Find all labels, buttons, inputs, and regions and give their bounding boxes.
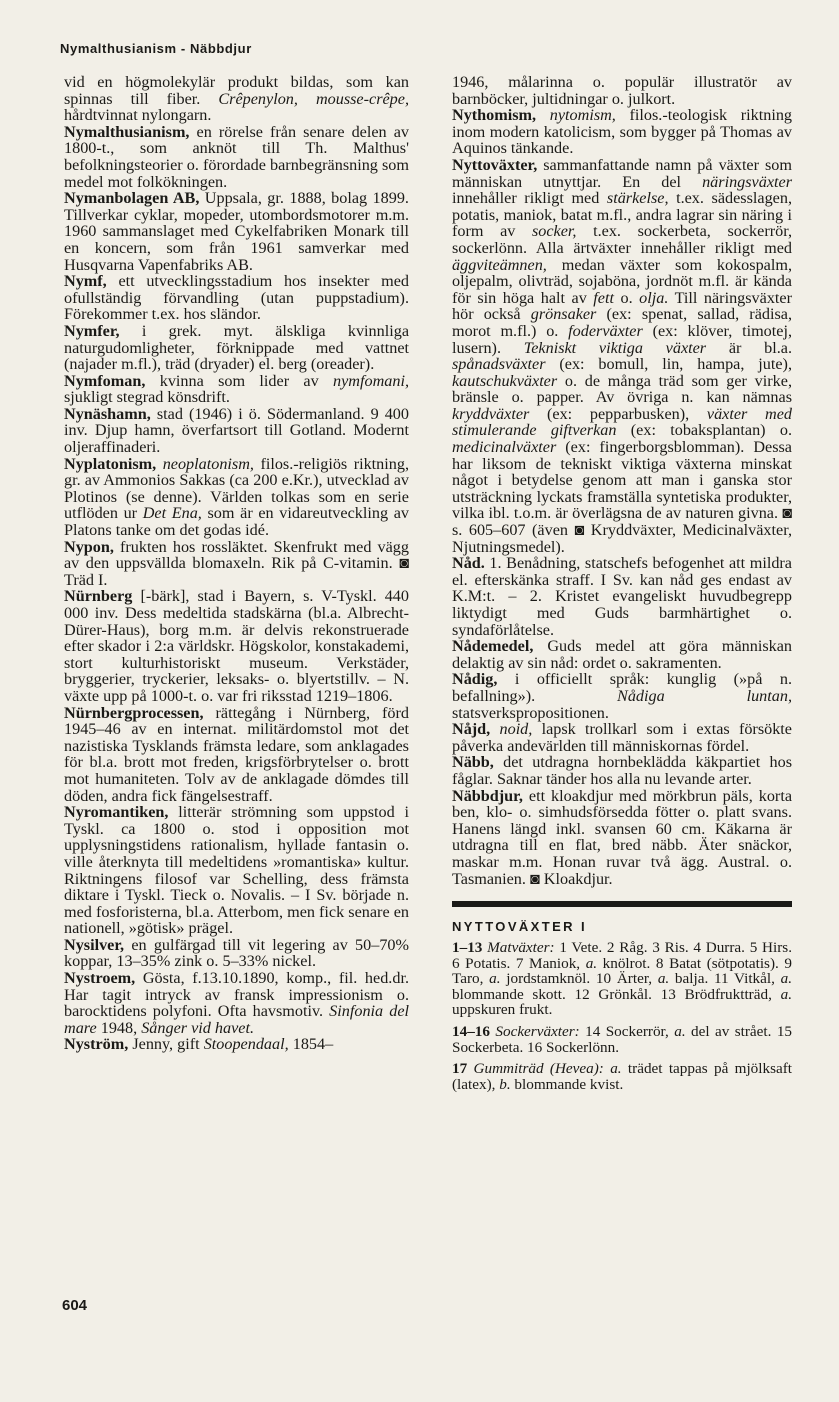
entry-text: Till näringsväxter hör också <box>452 288 792 324</box>
italic-text: stärkelse, <box>606 189 669 208</box>
entry-headword: Nyttoväxter, <box>452 155 538 174</box>
italic-text: nytomism, <box>549 106 616 125</box>
entry-text: o. <box>613 288 640 307</box>
entry-text: del av strået. 15 Sockerbeta. 16 Sockerlönn. <box>452 1023 793 1056</box>
entry-text: som är en vidareutveckling av Platons tanke om det godas idé. <box>64 504 409 540</box>
italic-text: Crêpenylon, mousse-crêpe, <box>218 89 410 108</box>
entry-headword: Nåjd, <box>452 720 491 739</box>
entry-headword: Nypon, <box>64 537 114 556</box>
entry-text: Guds medel att göra människan delaktig av sin nåd: ordet o. sakramenten. <box>452 637 792 672</box>
entry-text: Uppsala, gr. 1888, bolag 1899. Tillverkar cyklar, mopeder, utombordsmotorer m.m. 1960 sammanslaget med Cykelfabriken Monark till en koncern, som från 1961 samverkar med Husqvarna Vapenfabriks AB. <box>64 189 409 274</box>
plate-caption <box>452 940 792 1018</box>
italic-text: växter med stimulerande giftverkan <box>452 404 792 440</box>
italic-text: Stoopendaal, <box>203 1035 289 1054</box>
entry-headword: Nürnbergprocessen, <box>64 703 204 722</box>
entry-text: knölrot. 8 Batat (sötpotatis). 9 Taro, <box>452 954 792 988</box>
dictionary-entry <box>452 157 792 555</box>
left-column <box>64 74 409 1053</box>
dictionary-entry <box>64 456 409 539</box>
dictionary-entry <box>64 705 409 805</box>
plate-box-title: NYTTOVÄXTER I <box>452 901 792 934</box>
page-number: 604 <box>62 1297 88 1314</box>
entry-text <box>490 720 499 738</box>
italic-text: Tekniskt viktiga växter <box>523 338 707 357</box>
dictionary-entry <box>452 754 792 787</box>
italic-text: a. <box>780 970 793 988</box>
entry-text: kvinna som lider av <box>145 371 334 390</box>
entry-text: uppskuren frukt. <box>452 1001 553 1019</box>
italic-text: näringsväxter <box>702 172 792 191</box>
entry-text: en gulfärgad till vit legering av 50–70% koppar, 13–35% zink o. 5–33% nickel. <box>64 935 409 971</box>
entry-text: innehåller rikligt med <box>452 189 607 208</box>
italic-text: b. <box>499 1075 511 1093</box>
entry-text: blommande kvist. <box>510 1075 624 1093</box>
entry-headword: Nysilver, <box>64 935 125 954</box>
plate-caption <box>452 1061 792 1092</box>
italic-text: nymfomani, <box>333 371 409 390</box>
dictionary-entry <box>64 124 409 190</box>
entry-headword: Nyplatonism, <box>64 454 157 473</box>
entry-text: 1854– <box>288 1035 334 1054</box>
italic-text: grönsaker <box>530 305 597 324</box>
entry-text: medan växter som kokospalm, oljepalm, olivträd, sojaböna, jordnöt m.fl. är kända för sin höga halt av <box>452 255 792 307</box>
dictionary-entry <box>64 273 409 323</box>
dictionary-entry <box>452 555 792 638</box>
entry-text: 1946, målarinna o. populär illustratör av barnböcker, jultidningar o. julkort. <box>452 73 792 108</box>
entry-text: sjukligt stegrad könsdrift. <box>64 388 230 407</box>
italic-text: Sockerväxter: <box>495 1023 580 1041</box>
entry-headword: Nystroem, <box>64 969 136 988</box>
italic-text: Matväxter: <box>487 939 555 957</box>
italic-text: Det Ena, <box>142 504 202 523</box>
entry-text: litterär strömning som uppstod i Tyskl. ca 1800 o. stod i opposition mot upplysningstidens rationalism, hyllade fantasin o. ville återknyta till medeltidens »romantiska» kultur. Riktningens filosof var Schelling, dess främsta diktare i Tyskl. Tieck o. Novalis. – I Sv. började n. med fosforisterna, bl.a. Atterbom, men fick senare en nationell, »götisk» prägel. <box>64 803 409 938</box>
italic-text: Sånger vid havet. <box>141 1018 255 1037</box>
entry-text: i officiellt språk: kunglig (»på n. befallning»). <box>452 670 792 705</box>
dictionary-entry <box>452 788 792 888</box>
entry-text: 1. Benådning, statschefs befogenhet att mildra el. efterskänka straff. I Sv. kan nåd ges endast av K.M:t. – 2. Kristet evangeliskt huvudbegrepp liktydigt med Guds barmhärtighet o. syndaförlåtelse. <box>452 554 792 639</box>
entry-text: stad (1946) i ö. Södermanland. 9 400 inv. Djup hamn, överfartsort till Gotland. Modernt oljeraffinaderi. <box>64 404 409 457</box>
italic-text: a. <box>610 1060 622 1078</box>
entry-text: t.ex. sädesslagen, potatis, maniok, batat m.fl., andra lagrar sin näring i form av <box>452 189 792 241</box>
entry-text: Gösta, f.13.10.1890, komp., fil. hed.dr. Har tagit intryck av fransk impressionism o. barocktidens polyfoni. Ofta havsmotiv. <box>64 969 409 1021</box>
entry-headword: Nyström, <box>64 1035 129 1054</box>
italic-text: a. <box>780 985 792 1003</box>
entry-headword: Nymfer, <box>64 321 120 340</box>
entry-headword: Näbbdjur, <box>452 786 523 805</box>
entry-text: (ex: tobaksplantan) o. <box>616 421 793 440</box>
entry-text: ett kloakdjur med mörkbrun päls, korta ben, klo- o. simhudsförsedda fötter o. platt svans. Hanens längd inkl. svansen 60 cm. Käkarna är utdragna till en flat, bred näbb. Äter snäckor, maskar m.m. Honan ruvar två ägg. Austral. o. Tasmanien. ◙ Kloakdjur. <box>452 786 792 888</box>
dictionary-entry <box>452 107 792 157</box>
entry-text: (ex: pepparbusken), <box>529 404 707 423</box>
caption-range: 17 <box>452 1060 468 1078</box>
entry-text: t.ex. sockerbeta, sockerrör, sockerlönn. Alla ärtväxter innehåller rikligt med <box>452 222 792 257</box>
italic-text: a. <box>657 970 670 988</box>
right-column-entries <box>452 74 792 887</box>
italic-text: neoplatonism, <box>162 454 254 473</box>
italic-text: a. <box>489 970 501 988</box>
entry-text: det utdragna hornbeklädda käkpartiet hos fåglar. Saknar tänder hos alla nu levande arter. <box>452 753 792 788</box>
italic-text: Nådiga luntan, <box>617 686 792 705</box>
entry-headword: Nymfoman, <box>64 371 146 390</box>
dictionary-entry <box>64 373 409 406</box>
entry-text: blommande skott. 12 Grönkål. 13 Brödfruktträd, <box>452 985 781 1003</box>
dictionary-entry <box>64 74 409 124</box>
entry-headword: Nymalthusianism, <box>64 122 190 141</box>
italic-text: kryddväxter <box>452 404 530 423</box>
dictionary-entry <box>64 323 409 373</box>
entry-text: (ex: klöver, timotej, lusern). <box>452 321 792 357</box>
entry-text: (ex: fingerborgsblomman). Dessa har liksom de tekniskt viktiga växterna minskat något i betydelse genom att man i ganska stor utsträckning lyckats framställa syntetiska produkter, vilka ibl. t.o.m. är överlägsna de av naturen givna. ◙ s. 605–607 (även ◙ Kryddväxter, Medicinalväxter, Njutningsmedel). <box>452 438 792 556</box>
entry-headword: Nymf, <box>64 272 107 291</box>
dictionary-entry <box>64 539 409 589</box>
entry-text: sammanfattande namn på växter som människan utnyttjar. En del <box>452 155 792 191</box>
entry-text: [-bärk], stad i Bayern, s. V-Tyskl. 440 000 inv. Dess medeltida stadskärna (bl.a. Albrecht-Dürer-Haus), borg m.m. är delvis rekonstruerade efter skador i 2:a världskr. Högskolor, konstakademi, stort kulturhistoriskt museum. Verkstäder, bryggerier, tryckerier, leksaks- o. blyertstillv. – N. växte upp på 1000-t. o. var fri riksstad 1219–1806. <box>64 587 409 705</box>
entry-headword: Nürnberg <box>64 587 133 606</box>
dictionary-entry <box>64 588 409 704</box>
italic-text: noid, <box>499 720 533 739</box>
italic-text: äggviteämnen, <box>452 255 547 274</box>
dictionary-entry <box>452 671 792 721</box>
dictionary-entry <box>64 804 409 937</box>
entry-headword: Nådig, <box>452 670 498 689</box>
italic-text: a. <box>585 954 598 972</box>
entry-text: Jenny, gift <box>128 1035 204 1054</box>
entry-headword: Nådemedel, <box>452 637 534 656</box>
italic-text: foderväxter <box>568 321 643 340</box>
entry-text: lapsk trollkarl som i extas försökte påverka andevärlden till människornas fördel. <box>452 720 792 755</box>
right-column <box>452 74 792 1092</box>
entry-headword: Nymanbolagen AB, <box>64 189 200 208</box>
italic-text: fett <box>593 288 614 307</box>
dictionary-entry <box>64 1036 409 1053</box>
entry-text: hårdtvinnat nylongarn. <box>64 106 212 125</box>
entry-text: i grek. myt. älskliga kvinnliga naturgudomligheter, förknippade med vattnet (najader m.fl.), träd (dryader) el. berg (oreader). <box>64 321 409 374</box>
entry-text: balja. 11 Vitkål, <box>669 970 781 988</box>
entry-text: (ex: bomull, lin, hampa, jute), <box>545 355 792 374</box>
entry-text: är bl.a. <box>706 338 792 357</box>
entry-text: filos.-teologisk riktning inom modern katolicism, som bygger på Thomas av Aquinos tänkande. <box>452 106 793 158</box>
dictionary-entry <box>452 638 792 671</box>
entry-text: vid en högmolekylär produkt bildas, som kan spinnas till fiber. <box>64 73 409 108</box>
italic-text: Gummiträd (Hevea): <box>473 1060 604 1078</box>
italic-text: Sinfonia del mare <box>64 1002 409 1037</box>
italic-text: olja. <box>639 288 669 307</box>
entry-text: filos.-religiös riktning, gr. av Ammonios Sakkas (ca 200 e.Kr.), utvecklad av Plotinos (se denne). Världen tolkas som en serie utflöden ur <box>64 454 410 523</box>
entry-text: statsverkspropositionen. <box>452 703 609 722</box>
entry-headword: Nythomism, <box>452 106 537 125</box>
dictionary-entry <box>452 74 792 107</box>
entry-text: (ex: spenat, sallad, rädisa, morot m.fl.) o. <box>452 305 792 340</box>
entry-text: en rörelse från senare delen av 1800-t., som anknöt till Th. Malthus' befolkningsteorier o. förordade barnbegränsning som medel mot folkökningen. <box>64 122 409 191</box>
italic-text: medicinalväxter <box>452 438 557 457</box>
caption-range: 1–13 <box>452 939 483 957</box>
running-head: Nymalthusianism - Näbbdjur <box>60 41 252 56</box>
entry-text <box>536 106 550 124</box>
entry-text: 1 Vete. 2 Råg. 3 Ris. 4 Durra. 5 Hirs. 6 Potatis. 7 Maniok, <box>452 939 792 972</box>
italic-text: socker, <box>531 222 577 241</box>
italic-text: a. <box>674 1023 686 1041</box>
entry-text: rättegång i Nürnberg, förd 1945–46 av en internat. militärdomstol mot det nazistiska Tysklands främsta ledare, som anklagades för bl.a. brott mot freden, krigsförbrytelser o. brott mot humaniteten. Tolv av de anklagade dömdes till döden, andra fick fängelsestraff. <box>64 703 409 805</box>
entry-headword: Näbb, <box>452 753 494 772</box>
entry-headword: Nyromantiken, <box>64 803 169 822</box>
dictionary-entry <box>452 721 792 754</box>
italic-text: kautschukväxter <box>452 371 558 390</box>
entry-text: 14 Sockerrör, <box>579 1023 675 1041</box>
italic-text: spånadsväxter <box>452 355 546 374</box>
dictionary-entry <box>64 970 409 1036</box>
dictionary-entry <box>64 190 409 273</box>
entry-headword: Nynäshamn, <box>64 404 151 423</box>
entry-text: ett utvecklingsstadium hos insekter med ofullständig förvandling (utan puppstadium). Förekommer t.ex. hos sländor. <box>64 272 409 324</box>
entry-text: o. de många träd som ger virke, bränsle o. papper. Av övriga n. kan nämnas <box>452 371 792 407</box>
dictionary-entry <box>64 937 409 970</box>
entry-headword: Nåd. <box>452 554 485 573</box>
entry-text: 1948, <box>96 1018 142 1037</box>
plate-caption <box>452 1024 792 1055</box>
entry-text: frukten hos rossläktet. Skenfrukt med vägg av den uppsvällda blomaxeln. Rik på C-vitamin. ◙ Träd I. <box>64 537 409 589</box>
plate-box-captions <box>452 940 792 1092</box>
entry-text: jordstamknöl. 10 Ärter, <box>500 970 658 988</box>
caption-range: 14–16 <box>452 1023 490 1041</box>
dictionary-entry <box>64 406 409 456</box>
entry-text: trädet tappas på mjölksaft (latex), <box>452 1060 793 1093</box>
